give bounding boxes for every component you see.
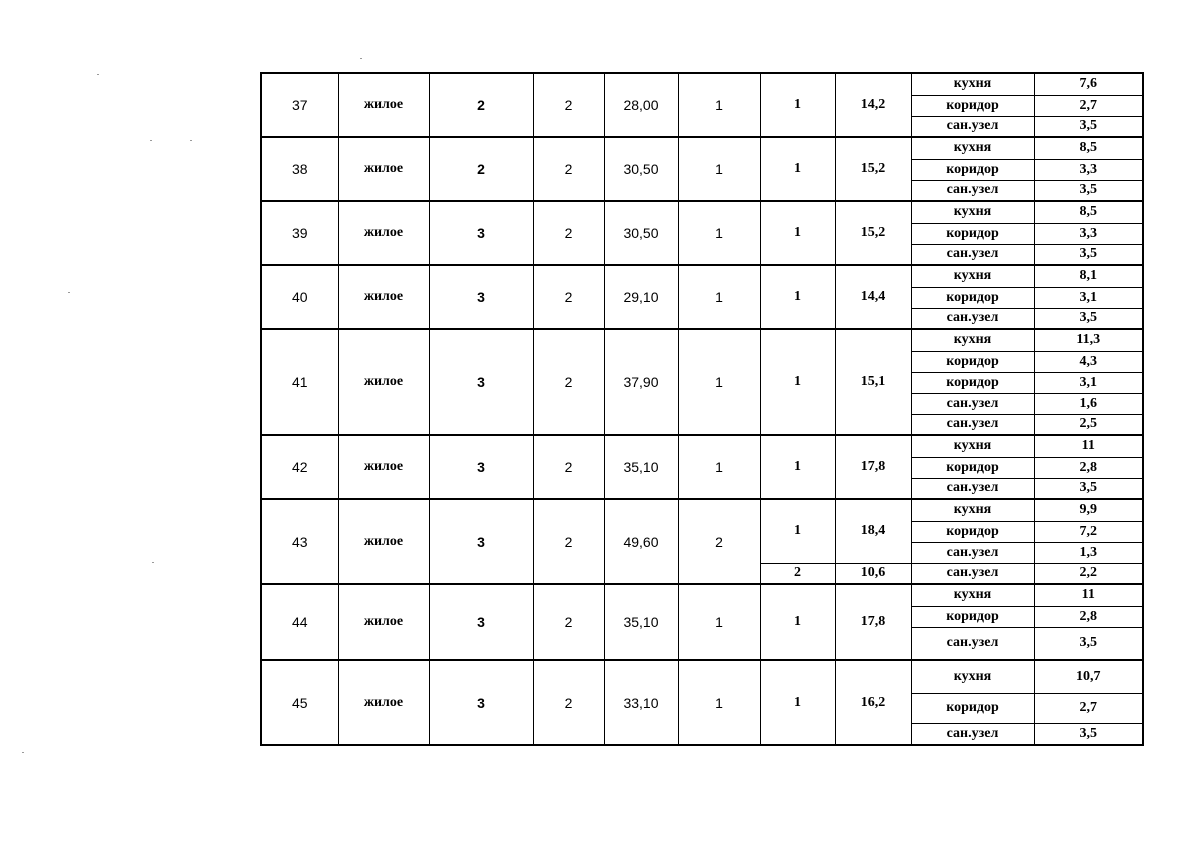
total-area: 30,50 <box>604 201 678 265</box>
entrance-number: 3 <box>429 499 533 584</box>
entrance-number: 2 <box>429 73 533 137</box>
aux-room-area: 11 <box>1034 584 1143 606</box>
aux-room-area: 1,6 <box>1034 393 1143 414</box>
aux-room-area: 8,5 <box>1034 137 1143 159</box>
entrance-number: 3 <box>429 660 533 745</box>
aux-room-area: 11 <box>1034 435 1143 457</box>
rooms-count: 2 <box>678 499 760 584</box>
aux-room-name: кухня <box>911 660 1034 693</box>
rooms-count: 1 <box>678 584 760 660</box>
aux-room-area: 3,1 <box>1034 287 1143 308</box>
aux-room-name: сан.узел <box>911 308 1034 329</box>
aux-room-area: 3,5 <box>1034 244 1143 265</box>
apartment-number: 40 <box>261 265 338 329</box>
aux-room-name: кухня <box>911 73 1034 95</box>
floor-level: 2 <box>533 329 604 435</box>
premises-type: жилое <box>338 329 429 435</box>
total-area: 49,60 <box>604 499 678 584</box>
aux-room-name: кухня <box>911 201 1034 223</box>
aux-room-area: 9,9 <box>1034 499 1143 521</box>
apartment-number: 43 <box>261 499 338 584</box>
aux-room-area: 8,5 <box>1034 201 1143 223</box>
aux-room-name: коридор <box>911 521 1034 542</box>
aux-room-name: кухня <box>911 435 1034 457</box>
premises-type: жилое <box>338 137 429 201</box>
aux-room-name: коридор <box>911 95 1034 116</box>
aux-room-name: кухня <box>911 265 1034 287</box>
living-room-number: 1 <box>760 73 835 137</box>
apartments-table <box>260 72 1144 746</box>
floor-level: 2 <box>533 265 604 329</box>
apartment-row <box>261 499 1143 521</box>
aux-room-area: 2,2 <box>1034 563 1143 584</box>
scan-speck <box>22 752 24 753</box>
apartment-row <box>261 584 1143 606</box>
aux-room-area: 2,8 <box>1034 457 1143 478</box>
aux-room-name: кухня <box>911 137 1034 159</box>
apartment-row <box>261 137 1143 159</box>
apartment-number: 42 <box>261 435 338 499</box>
floor-level: 2 <box>533 584 604 660</box>
living-room-area: 15,1 <box>835 329 911 435</box>
aux-room-area: 3,5 <box>1034 478 1143 499</box>
living-room-area: 14,4 <box>835 265 911 329</box>
rooms-count: 1 <box>678 265 760 329</box>
aux-room-area: 3,5 <box>1034 723 1143 745</box>
aux-room-area: 2,7 <box>1034 95 1143 116</box>
rooms-count: 1 <box>678 660 760 745</box>
living-room-area: 14,2 <box>835 73 911 137</box>
aux-room-name: сан.узел <box>911 180 1034 201</box>
aux-room-area: 3,5 <box>1034 116 1143 137</box>
aux-room-name: коридор <box>911 457 1034 478</box>
apartment-row <box>261 73 1143 95</box>
living-room-area: 17,8 <box>835 435 911 499</box>
living-room-number: 1 <box>760 201 835 265</box>
aux-room-name: коридор <box>911 693 1034 723</box>
premises-type: жилое <box>338 265 429 329</box>
living-room-number: 1 <box>760 329 835 435</box>
entrance-number: 3 <box>429 435 533 499</box>
rooms-count: 1 <box>678 201 760 265</box>
aux-room-area: 3,5 <box>1034 627 1143 660</box>
aux-room-area: 3,5 <box>1034 180 1143 201</box>
aux-room-area: 3,5 <box>1034 308 1143 329</box>
floor-level: 2 <box>533 137 604 201</box>
aux-room-name: сан.узел <box>911 563 1034 584</box>
aux-room-name: сан.узел <box>911 414 1034 435</box>
total-area: 37,90 <box>604 329 678 435</box>
aux-room-area: 7,6 <box>1034 73 1143 95</box>
scan-speck <box>152 562 154 563</box>
aux-room-area: 2,8 <box>1034 606 1143 627</box>
living-room-number: 1 <box>760 137 835 201</box>
aux-room-area: 4,3 <box>1034 351 1143 372</box>
entrance-number: 3 <box>429 265 533 329</box>
entrance-number: 3 <box>429 584 533 660</box>
total-area: 28,00 <box>604 73 678 137</box>
scan-speck <box>190 140 192 141</box>
entrance-number: 2 <box>429 137 533 201</box>
living-room-area: 10,6 <box>835 563 911 584</box>
aux-room-area: 10,7 <box>1034 660 1143 693</box>
aux-room-area: 2,5 <box>1034 414 1143 435</box>
premises-type: жилое <box>338 584 429 660</box>
living-room-number: 1 <box>760 660 835 745</box>
apartment-number: 37 <box>261 73 338 137</box>
rooms-count: 1 <box>678 73 760 137</box>
apartment-row <box>261 435 1143 457</box>
living-room-number: 1 <box>760 265 835 329</box>
floor-level: 2 <box>533 660 604 745</box>
living-room-area: 15,2 <box>835 137 911 201</box>
entrance-number: 3 <box>429 329 533 435</box>
apartment-number: 44 <box>261 584 338 660</box>
rooms-count: 1 <box>678 435 760 499</box>
floor-level: 2 <box>533 201 604 265</box>
scan-speck <box>150 140 152 141</box>
premises-type: жилое <box>338 499 429 584</box>
apartment-number: 39 <box>261 201 338 265</box>
total-area: 30,50 <box>604 137 678 201</box>
total-area: 35,10 <box>604 584 678 660</box>
aux-room-name: сан.узел <box>911 116 1034 137</box>
aux-room-name: сан.узел <box>911 542 1034 563</box>
scan-speck <box>68 292 70 293</box>
floor-level: 2 <box>533 435 604 499</box>
aux-room-name: кухня <box>911 499 1034 521</box>
aux-room-name: кухня <box>911 329 1034 351</box>
living-room-area: 17,8 <box>835 584 911 660</box>
aux-room-name: коридор <box>911 606 1034 627</box>
aux-room-name: коридор <box>911 223 1034 244</box>
apartment-row <box>261 265 1143 287</box>
apartment-number: 45 <box>261 660 338 745</box>
rooms-count: 1 <box>678 137 760 201</box>
living-room-number: 1 <box>760 435 835 499</box>
apartment-row <box>261 201 1143 223</box>
living-room-number: 1 <box>760 499 835 563</box>
aux-room-area: 3,3 <box>1034 223 1143 244</box>
entrance-number: 3 <box>429 201 533 265</box>
aux-room-name: сан.узел <box>911 627 1034 660</box>
aux-room-area: 8,1 <box>1034 265 1143 287</box>
aux-room-name: коридор <box>911 351 1034 372</box>
premises-type: жилое <box>338 660 429 745</box>
scan-speck <box>97 74 99 75</box>
aux-room-name: коридор <box>911 287 1034 308</box>
aux-room-name: кухня <box>911 584 1034 606</box>
aux-room-name: сан.узел <box>911 244 1034 265</box>
apartment-row <box>261 660 1143 693</box>
aux-room-name: коридор <box>911 159 1034 180</box>
apartment-number: 38 <box>261 137 338 201</box>
floor-level: 2 <box>533 499 604 584</box>
aux-room-area: 2,7 <box>1034 693 1143 723</box>
premises-type: жилое <box>338 201 429 265</box>
aux-room-name: сан.узел <box>911 393 1034 414</box>
aux-room-area: 3,1 <box>1034 372 1143 393</box>
rooms-count: 1 <box>678 329 760 435</box>
living-room-area: 18,4 <box>835 499 911 563</box>
total-area: 35,10 <box>604 435 678 499</box>
apartment-number: 41 <box>261 329 338 435</box>
living-room-number: 2 <box>760 563 835 584</box>
aux-room-area: 7,2 <box>1034 521 1143 542</box>
aux-room-area: 1,3 <box>1034 542 1143 563</box>
aux-room-area: 3,3 <box>1034 159 1143 180</box>
total-area: 29,10 <box>604 265 678 329</box>
aux-room-area: 11,3 <box>1034 329 1143 351</box>
aux-room-name: сан.узел <box>911 478 1034 499</box>
aux-room-name: коридор <box>911 372 1034 393</box>
living-room-area: 16,2 <box>835 660 911 745</box>
premises-type: жилое <box>338 435 429 499</box>
living-room-area: 15,2 <box>835 201 911 265</box>
premises-type: жилое <box>338 73 429 137</box>
aux-room-name: сан.узел <box>911 723 1034 745</box>
apartment-row <box>261 329 1143 351</box>
scan-speck <box>360 58 362 59</box>
floor-level: 2 <box>533 73 604 137</box>
document-sheet <box>260 72 1144 746</box>
living-room-number: 1 <box>760 584 835 660</box>
total-area: 33,10 <box>604 660 678 745</box>
